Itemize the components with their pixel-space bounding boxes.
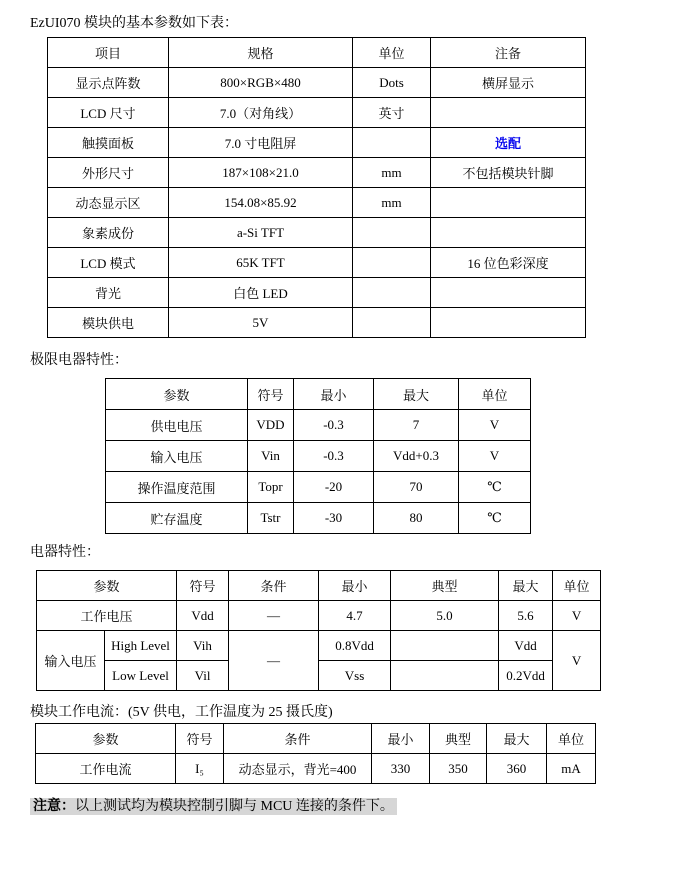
table-cell: 330	[372, 754, 430, 784]
table-cell: 7	[374, 410, 459, 441]
table-cell: 不包括模块针脚	[431, 158, 586, 188]
table-cell	[353, 308, 431, 338]
table-cell	[431, 188, 586, 218]
table-cell: Vdd	[499, 631, 553, 661]
column-header: 条件	[224, 724, 372, 754]
table-row	[106, 410, 531, 441]
table-cell: Tstr	[248, 503, 294, 534]
optional-link[interactable]: 选配	[431, 128, 586, 158]
table-cell: 背光	[48, 278, 169, 308]
table-cell: 输入电压	[37, 631, 105, 691]
table-cell: mA	[547, 754, 596, 784]
column-header: 典型	[430, 724, 487, 754]
table-cell: Vih	[177, 631, 229, 661]
table-cell	[391, 631, 499, 661]
table-row	[48, 158, 586, 188]
table-cell: V	[553, 601, 601, 631]
column-header: 最大	[374, 379, 459, 410]
table-row	[48, 188, 586, 218]
table-cell: 16 位色彩深度	[431, 248, 586, 278]
note-highlight	[30, 798, 397, 815]
table-cell: —	[229, 631, 319, 691]
table-cell	[431, 278, 586, 308]
table-cell: 65K TFT	[169, 248, 353, 278]
column-header: 典型	[391, 571, 499, 601]
table-cell: 外形尺寸	[48, 158, 169, 188]
table-cell	[353, 128, 431, 158]
table-cell	[431, 218, 586, 248]
table-cell: VDD	[248, 410, 294, 441]
table-header-row	[36, 724, 596, 754]
table-row	[48, 98, 586, 128]
table-cell	[353, 248, 431, 278]
column-header: 注备	[431, 38, 586, 68]
table-row	[48, 248, 586, 278]
table-row	[48, 68, 586, 98]
table-row	[37, 601, 601, 631]
column-header: 单位	[459, 379, 531, 410]
table-cell: -0.3	[294, 410, 374, 441]
table-cell: -0.3	[294, 441, 374, 472]
table-row	[106, 441, 531, 472]
limit-characteristics-table	[105, 378, 531, 534]
table-cell	[353, 278, 431, 308]
table-cell: 80	[374, 503, 459, 534]
table-cell: LCD 尺寸	[48, 98, 169, 128]
table-row	[37, 631, 601, 661]
column-header: 参数	[37, 571, 177, 601]
table-cell: 显示点阵数	[48, 68, 169, 98]
basic-params-table	[47, 37, 586, 338]
table-cell	[431, 308, 586, 338]
column-header: 最大	[499, 571, 553, 601]
note	[30, 795, 397, 815]
table-cell: mm	[353, 158, 431, 188]
table-cell: 5.0	[391, 601, 499, 631]
table-cell: ℃	[459, 503, 531, 534]
table-cell: V	[459, 441, 531, 472]
table-cell: 800×RGB×480	[169, 68, 353, 98]
column-header: 参数	[106, 379, 248, 410]
table-cell: V	[459, 410, 531, 441]
note-label: 注意：	[33, 799, 75, 814]
table-cell: 供电电压	[106, 410, 248, 441]
table-cell: mm	[353, 188, 431, 218]
table-cell: 70	[374, 472, 459, 503]
table-cell: 7.0（对角线）	[169, 98, 353, 128]
column-header: 单位	[547, 724, 596, 754]
column-header: 最小	[319, 571, 391, 601]
electrical-characteristics-table	[36, 570, 601, 691]
table-cell: 350	[430, 754, 487, 784]
table-cell: 4.7	[319, 601, 391, 631]
column-header: 符号	[177, 571, 229, 601]
table-header-row	[48, 38, 586, 68]
table-cell: 白色 LED	[169, 278, 353, 308]
table-cell: V	[553, 631, 601, 691]
column-header: 条件	[229, 571, 319, 601]
column-header: 最大	[487, 724, 547, 754]
table-cell: 187×108×21.0	[169, 158, 353, 188]
column-header: 单位	[353, 38, 431, 68]
table-row	[48, 128, 586, 158]
table-cell: Vdd+0.3	[374, 441, 459, 472]
note-text: 以上测试均为模块控制引脚与 MCU 连接的条件下。	[75, 799, 394, 814]
table-cell: LCD 模式	[48, 248, 169, 278]
table-cell: Vil	[177, 661, 229, 691]
table-cell: 5.6	[499, 601, 553, 631]
column-header: 最小	[294, 379, 374, 410]
table-cell: 0.8Vdd	[319, 631, 391, 661]
column-header: 规格	[169, 38, 353, 68]
table-cell: Dots	[353, 68, 431, 98]
table-cell: 英寸	[353, 98, 431, 128]
column-header: 单位	[553, 571, 601, 601]
table-cell: 动态显示区	[48, 188, 169, 218]
table-header-row	[106, 379, 531, 410]
table-cell: Low Level	[105, 661, 177, 691]
table-cell: 动态显示，背光=400	[224, 754, 372, 784]
table-cell: —	[229, 601, 319, 631]
table-row	[48, 308, 586, 338]
current-section-title: 模块工作电流：(5V 供电，工作温度为 25 摄氏度)	[30, 705, 333, 720]
table-cell: a-Si TFT	[169, 218, 353, 248]
table-cell: 触摸面板	[48, 128, 169, 158]
operating-current-table	[35, 723, 596, 784]
table-row	[37, 661, 601, 691]
table-row	[106, 472, 531, 503]
table-cell: Vss	[319, 661, 391, 691]
table-cell: 操作温度范围	[106, 472, 248, 503]
table-cell	[391, 661, 499, 691]
table-cell: 工作电压	[37, 601, 177, 631]
column-header: 符号	[176, 724, 224, 754]
table-cell: 0.2Vdd	[499, 661, 553, 691]
table-cell: 输入电压	[106, 441, 248, 472]
column-header: 最小	[372, 724, 430, 754]
column-header: 参数	[36, 724, 176, 754]
table-cell: -20	[294, 472, 374, 503]
electrical-section-title: 电器特性：	[30, 545, 100, 560]
table-cell: 模块供电	[48, 308, 169, 338]
table-row	[48, 278, 586, 308]
table-cell: Vin	[248, 441, 294, 472]
table-cell	[353, 218, 431, 248]
column-header: 符号	[248, 379, 294, 410]
table-cell: ℃	[459, 472, 531, 503]
table-cell: -30	[294, 503, 374, 534]
column-header: 项目	[48, 38, 169, 68]
table-cell	[431, 98, 586, 128]
table-row	[48, 218, 586, 248]
page-title: EzUI070 模块的基本参数如下表：	[30, 16, 239, 31]
table-cell: 贮存温度	[106, 503, 248, 534]
table-cell: Topr	[248, 472, 294, 503]
table-cell: 360	[487, 754, 547, 784]
table-cell: High Level	[105, 631, 177, 661]
table-cell: 5V	[169, 308, 353, 338]
table-cell: 象素成份	[48, 218, 169, 248]
table-row	[36, 754, 596, 784]
limits-section-title: 极限电器特性：	[30, 353, 128, 368]
table-cell: 7.0 寸电阻屏	[169, 128, 353, 158]
table-cell: I₅	[176, 754, 224, 784]
table-cell: 154.08×85.92	[169, 188, 353, 218]
table-cell: 横屏显示	[431, 68, 586, 98]
table-row	[106, 503, 531, 534]
table-header-row	[37, 571, 601, 601]
table-cell: 工作电流	[36, 754, 176, 784]
table-cell: Vdd	[177, 601, 229, 631]
